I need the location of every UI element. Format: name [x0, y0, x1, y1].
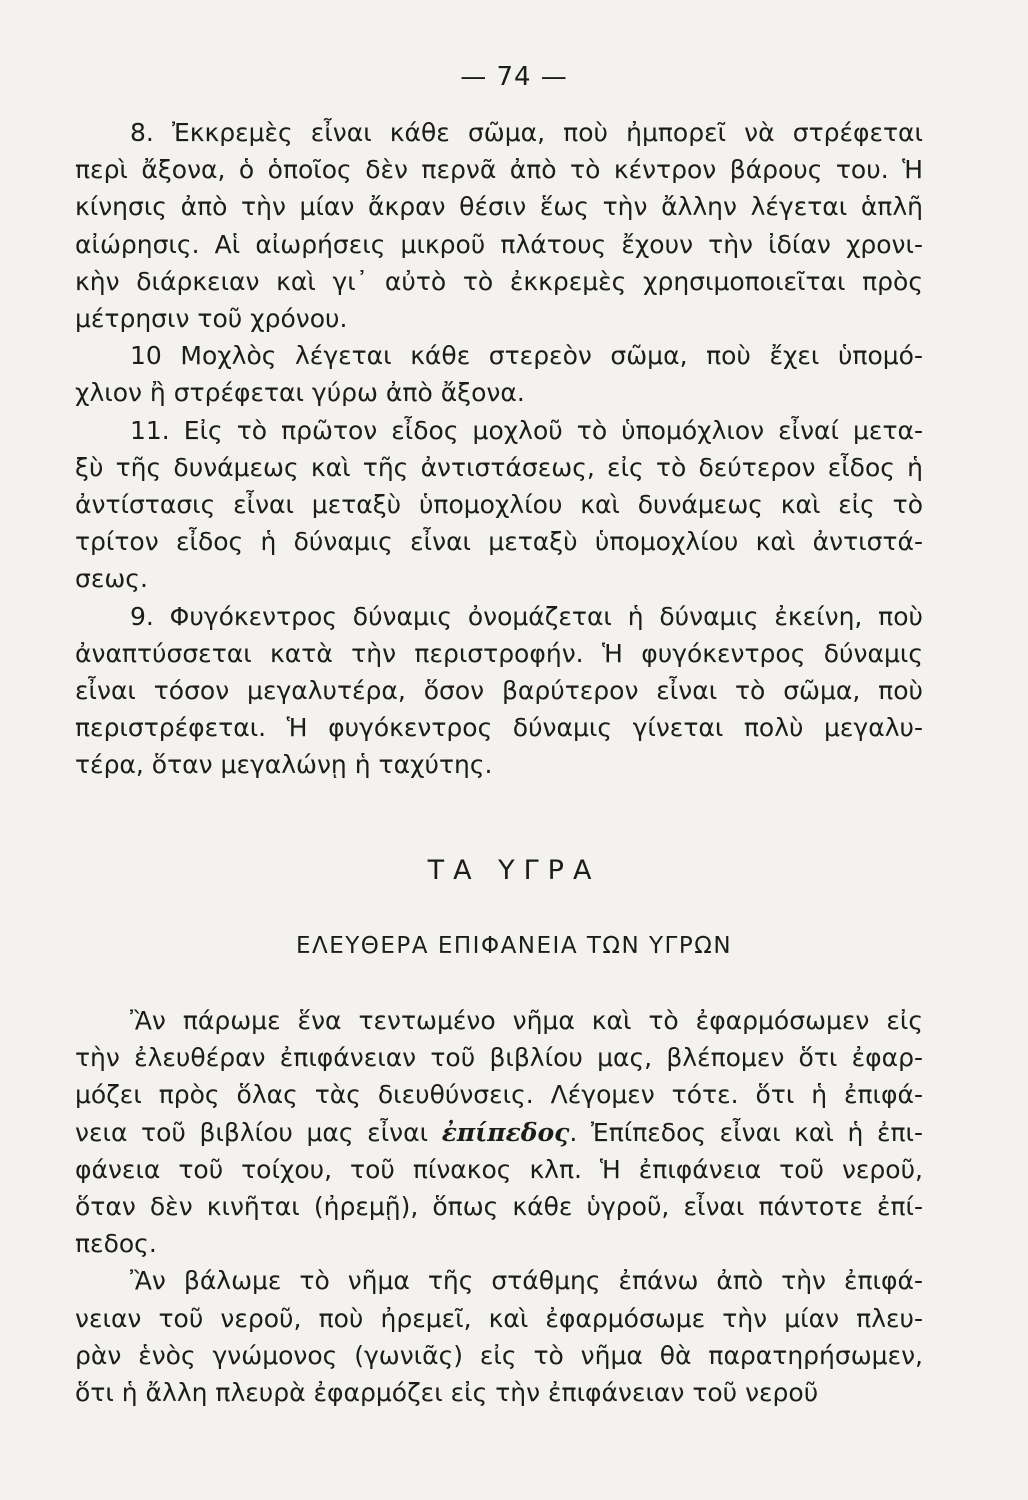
- text-line: 11. Εἰς τὸ πρῶτον εἶδος μοχλοῦ τὸ ὑπομόχλιον εἶναί μετα-: [130, 415, 923, 445]
- text-line: Ἂν βάλωμε τὸ νῆμα τῆς στάθμης ἐπάνω ἀπὸ τὴν ἐπιφά-: [130, 1266, 923, 1296]
- text-line: κίνησις ἀπὸ τὴν μίαν ἄκραν θέσιν ἕως τὴν ἄλλην λέγεται ἁπλῆ: [75, 192, 923, 222]
- text-line: αἰώρησις. Αἱ αἰωρήσεις μικροῦ πλάτους ἔχουν τὴν ἰδίαν χρονι-: [75, 229, 923, 259]
- text-line: [75, 1114, 923, 1151]
- section-heading: ΕΛΕΥΘΕΡΑ ΕΠΙΦΑΝΕΙΑ ΤΩΝ ΥΓΡΩΝ: [295, 933, 733, 959]
- page-number: — 74 —: [460, 62, 568, 92]
- text-line: ἀντίστασις εἶναι μεταξὺ ὑπομοχλίου καὶ δυνάμεως καὶ εἰς τὸ: [75, 490, 923, 520]
- text-line: κὴν διάρκειαν καὶ γι᾽ αὐτὸ τὸ ἐκκρεμὲς χρησιμοποιεῖται πρὸς: [75, 266, 923, 296]
- text-line: 10 Μοχλὸς λέγεται κάθε στερεὸν σῶμα, ποὺ ἔχει ὑπομό-: [130, 341, 923, 371]
- text-line: μέτρησιν τοῦ χρόνου.: [75, 304, 348, 334]
- text-fragment: νεια τοῦ βιβλίου μας εἶναι: [75, 1117, 442, 1147]
- text-line: Ἂν πάρωμε ἕνα τεντωμένο νῆμα καὶ τὸ ἐφαρμόσωμεν εἰς: [130, 1006, 923, 1035]
- text-line: 8. Ἐκκρεμὲς εἶναι κάθε σῶμα, ποὺ ἠμπορεῖ νὰ στρέφεται: [130, 118, 923, 147]
- text-line: νειαν τοῦ νεροῦ, ποὺ ἠρεμεῖ, καὶ ἐφαρμόσωμε τὴν μίαν πλευ-: [75, 1303, 923, 1333]
- text-line: περὶ ἄξονα, ὁ ὁποῖος δὲν περνᾶ ἀπὸ τὸ κέντρον βάρους του. Ἡ: [75, 155, 923, 185]
- text-line: 9. Φυγόκεντρος δύναμις ὀνομάζεται ἡ δύναμις ἐκείνη, ποὺ: [130, 601, 923, 631]
- body-text-section-2: [75, 1002, 923, 1411]
- text-line: τὴν ἐλευθέραν ἐπιφάνειαν τοῦ βιβλίου μας, βλέπομεν ὅτι ἐφαρ-: [75, 1043, 923, 1073]
- text-line: εἶναι τόσον μεγαλυτέρα, ὅσον βαρύτερον εἶναι τὸ σῶμα, ποὺ: [75, 676, 923, 706]
- text-line: χλιον ἢ στρέφεται γύρω ἀπὸ ἄξονα.: [75, 378, 525, 408]
- text-line: τρίτον εἶδος ἡ δύναμις εἶναι μεταξὺ ὑπομοχλίου καὶ ἀντιστά-: [75, 527, 923, 557]
- text-line: ρὰν ἑνὸς γνώμονος (γωνιᾶς) εἰς τὸ νῆμα θὰ παρατηρήσωμεν,: [75, 1340, 923, 1370]
- text-line: σεως.: [75, 564, 148, 594]
- text-line: ὅταν δὲν κινῆται (ἠρεμῇ), ὅπως κάθε ὑγροῦ, εἶναι πάντοτε ἐπί-: [75, 1192, 923, 1222]
- emphasized-term: ἐπίπεδος: [441, 1117, 570, 1147]
- text-line: ὅτι ἡ ἄλλη πλευρὰ ἐφαρμόζει εἰς τὴν ἐπιφάνειαν τοῦ νεροῦ: [75, 1378, 819, 1408]
- text-line: φάνεια τοῦ τοίχου, τοῦ πίνακος κλπ. Ἡ ἐπιφάνεια τοῦ νεροῦ,: [75, 1154, 923, 1184]
- text-line: περιστρέφεται. Ἡ φυγόκεντρος δύναμις γίνεται πολὺ μεγαλυ-: [75, 713, 923, 743]
- text-line: ξὺ τῆς δυνάμεως καὶ τῆς ἀντιστάσεως, εἰς τὸ δεύτερον εἶδος ἡ: [75, 452, 923, 482]
- body-text-section-1: [75, 114, 923, 784]
- text-line: πεδος.: [75, 1229, 157, 1259]
- text-line: ἀναπτύσσεται κατὰ τὴν περιστροφήν. Ἡ φυγόκεντρος δύναμις: [75, 638, 923, 668]
- text-line: μόζει πρὸς ὅλας τὰς διευθύνσεις. Λέγομεν τότε. ὅτι ἡ ἐπιφά-: [75, 1080, 923, 1110]
- text-line: τέρα, ὅταν μεγαλώνῃ ἡ ταχύτης.: [75, 750, 493, 780]
- text-fragment: . Ἐπίπεδος εἶναι καὶ ἡ ἐπι-: [569, 1117, 923, 1147]
- chapter-heading: ΤΑ ΥΓΡΑ: [427, 855, 601, 886]
